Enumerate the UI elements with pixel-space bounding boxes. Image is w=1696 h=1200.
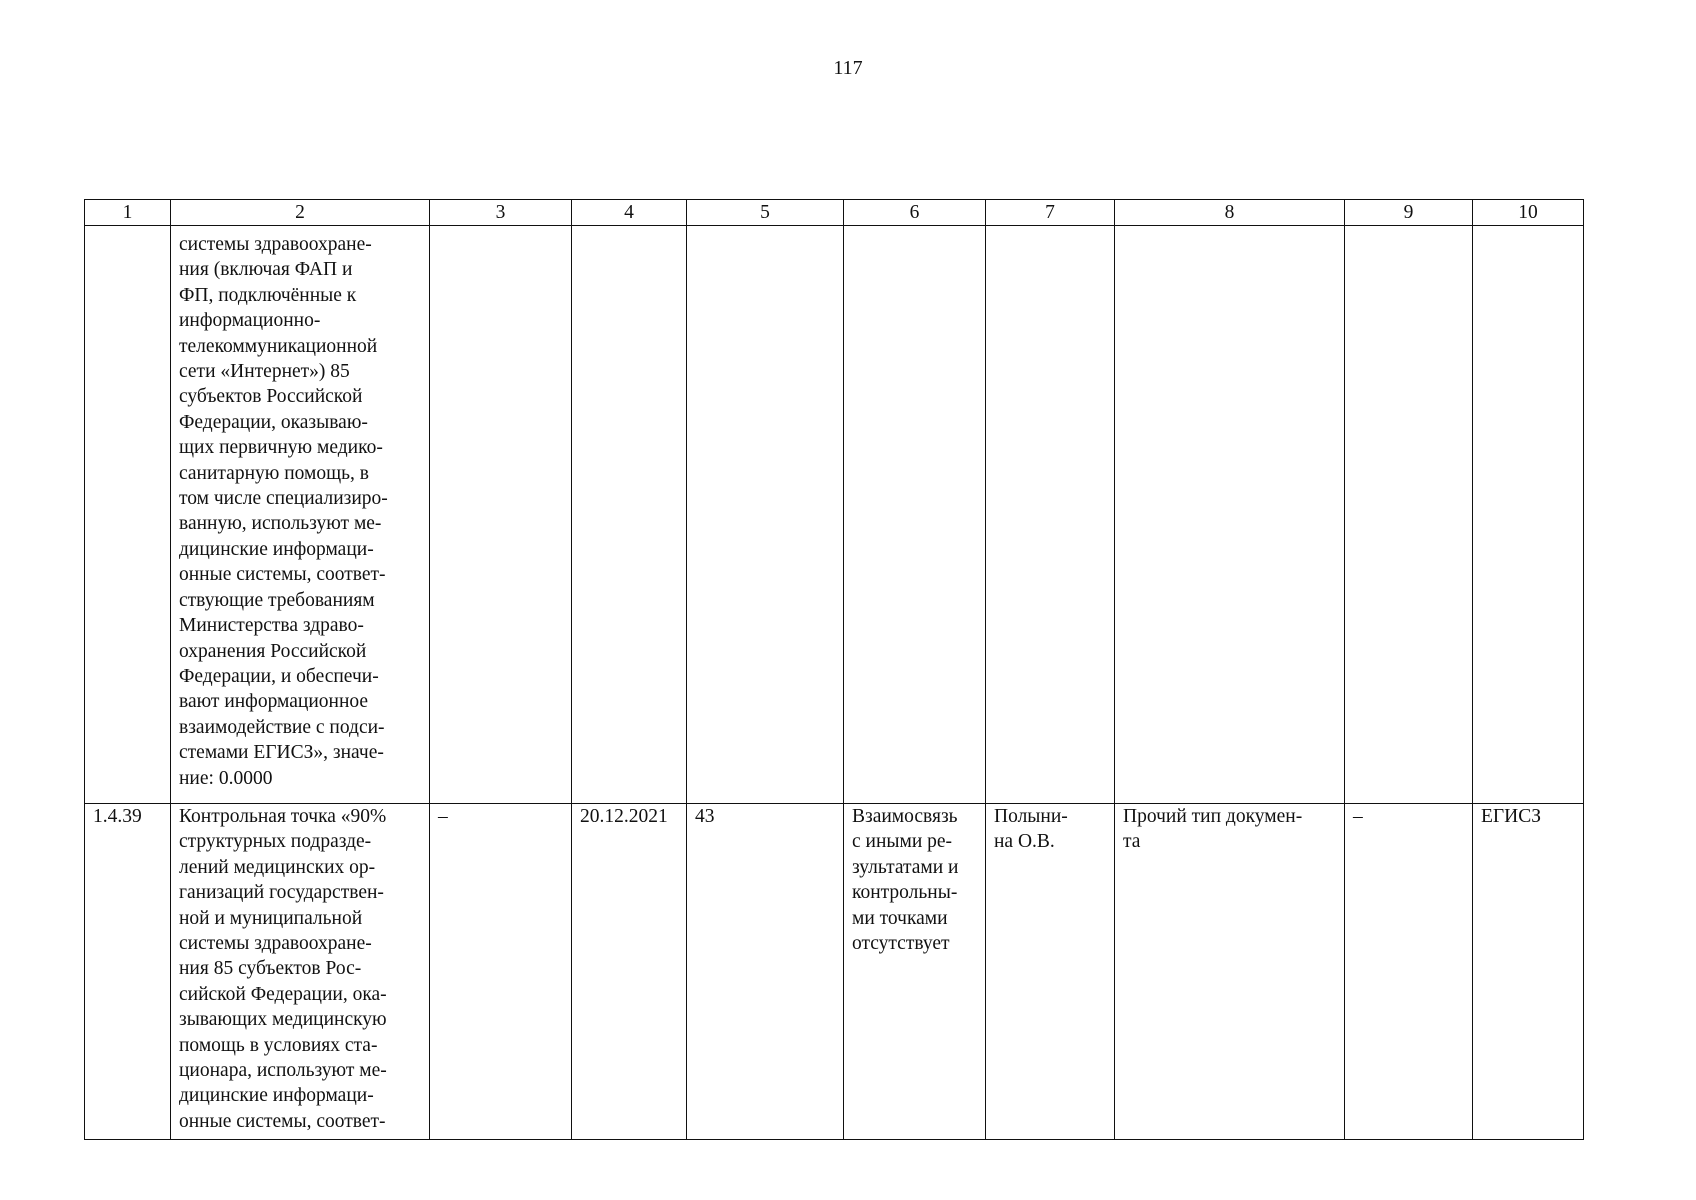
- cell-date: 20.12.2021: [572, 804, 687, 1140]
- column-header-7: 7: [986, 200, 1115, 226]
- cell-relation: Взаимосвязь с иными ре- зультатами и контрольны- ми точками отсутствует: [844, 804, 986, 1140]
- table-row-1-4-39: [85, 804, 1584, 1140]
- table-row-continued: [85, 226, 1584, 804]
- column-header-2: 2: [171, 200, 430, 226]
- cell-col-5: 43: [687, 804, 844, 1140]
- cell-col-3: –: [430, 804, 572, 1140]
- cell-description: Контрольная точка «90% структурных подразде- лений медицинских ор- ганизаций государствен- ной и муниципальной системы здравоохране- ния 85 субъектов Рос- сийской Федерации, ока- зывающих медицинскую помощь в условиях ста- ционара, используют ме- дицинские информаци- онные системы, соответ-: [171, 804, 430, 1140]
- column-header-1: 1: [85, 200, 171, 226]
- cell-col-9: [1345, 226, 1473, 804]
- cell-col-9: –: [1345, 804, 1473, 1140]
- cell-col-10: [1473, 226, 1584, 804]
- cell-col-3: [430, 226, 572, 804]
- page-number: 117: [833, 57, 863, 79]
- column-header-10: 10: [1473, 200, 1584, 226]
- cell-system: ЕГИСЗ: [1473, 804, 1584, 1140]
- cell-col-6: [844, 226, 986, 804]
- column-header-8: 8: [1115, 200, 1345, 226]
- column-header-4: 4: [572, 200, 687, 226]
- cell-col-8: [1115, 226, 1345, 804]
- cell-number: [85, 226, 171, 804]
- column-header-6: 6: [844, 200, 986, 226]
- cell-number: 1.4.39: [85, 804, 171, 1140]
- column-header-9: 9: [1345, 200, 1473, 226]
- cell-description: системы здравоохране- ния (включая ФАП и ФП, подключённые к информационно- телекоммуникационной сети «Интернет») 85 субъектов Российской Федерации, оказываю- щих первичную медико- санитарную помощь, в том числе специализиро- ванную, используют ме- дицинские информаци- онные системы, соответ- ствующие требованиям Министерства здраво- охранения Российской Федерации, и обеспечи- вают информационное взаимодействие с подси- стемами ЕГИСЗ», значе- ние: 0.0000: [171, 226, 430, 804]
- cell-responsible: Полыни- на О.В.: [986, 804, 1115, 1140]
- cell-col-7: [986, 226, 1115, 804]
- cell-col-5: [687, 226, 844, 804]
- column-header-3: 3: [430, 200, 572, 226]
- table-header-row: [85, 200, 1584, 226]
- cell-document-type: Прочий тип докумен- та: [1115, 804, 1345, 1140]
- document-table: [84, 199, 1584, 1140]
- column-header-5: 5: [687, 200, 844, 226]
- cell-col-4: [572, 226, 687, 804]
